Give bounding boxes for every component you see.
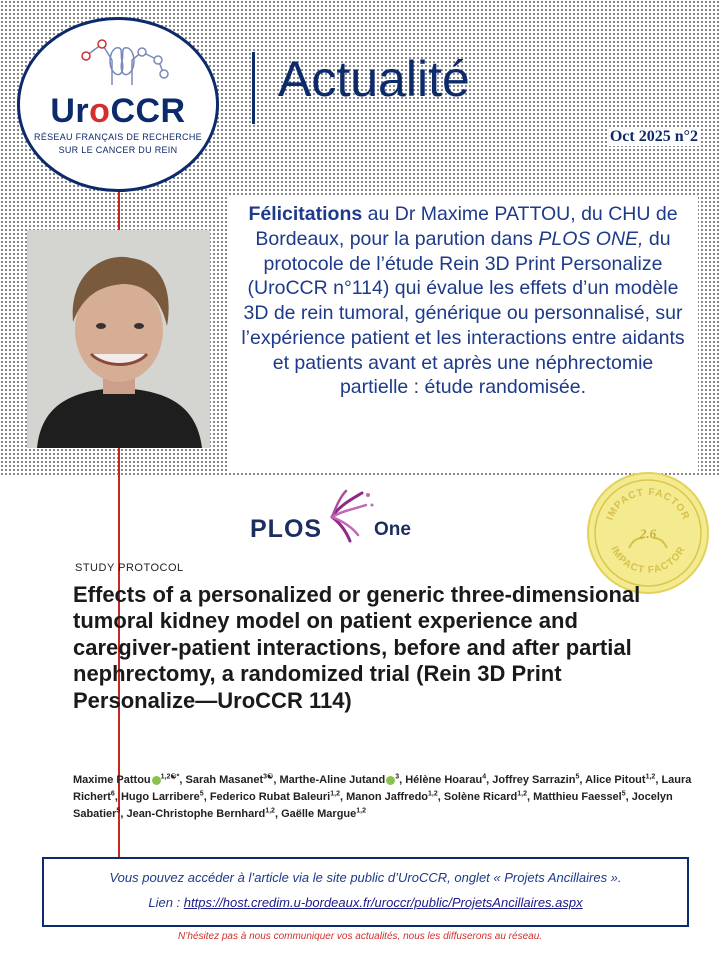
- link-label: Lien :: [148, 895, 184, 910]
- author-affiliation: 1,2: [428, 790, 438, 798]
- announcement-box: [228, 196, 698, 472]
- page-title: Actualité: [278, 51, 470, 107]
- author-affiliation: 5: [116, 807, 121, 815]
- author-name: Jocelyn Sabatier: [73, 791, 673, 821]
- author-affiliation: 1,2: [356, 807, 366, 815]
- author-affiliation: 1,2: [265, 807, 275, 815]
- impact-factor-seal: [585, 470, 711, 596]
- impact-factor-value: 2.6: [639, 526, 657, 541]
- article-link[interactable]: https://host.credim.u-bordeaux.fr/uroccr/public/ProjetsAncillaires.aspx: [183, 895, 583, 910]
- logo-wordmark: UroCCR: [50, 92, 186, 130]
- uroccr-logo: [17, 17, 219, 192]
- author-name: Sarah Masanet: [185, 774, 264, 786]
- author-name: Matthieu Faessel: [533, 791, 622, 804]
- author-affiliation: 3: [395, 773, 400, 781]
- author-affiliation: 3☯: [263, 773, 274, 781]
- footer-note: N’hésitez pas à nous communiquer vos actualités, nous les diffuserons au réseau.: [177, 931, 543, 942]
- author-list: Maxime Pattou $^{1,2☯*}$, Sarah Masanet$^{3☯}$, Marthe-Aline Jutand $^3$, Hélène Hoarau$^4$, Joffrey Sarrazin$^5$, Alice Pitout$^{1,2}$, Laura Richert$^6$, Hugo Larribere$^5$, Federico Rubat Baleuri$^{1,2}$, Manon Jaffredo$^{1,2}$, Solène Ricard$^{1,2}$, Matthieu Faessel$^5$, Jocelyn Sabatier$^5$, Jean-Christophe Bernhard$^{1,2}$, Gaëlle Margue$^{1,2}$: [73, 773, 692, 821]
- kidney-molecule-icon: [72, 30, 172, 100]
- seal-bottom-text: IMPACT FACTOR: [608, 544, 688, 577]
- author-name: Laura Richert: [73, 774, 692, 804]
- announcement-lead: Félicitations: [248, 203, 363, 225]
- one-wordmark: One: [374, 519, 411, 540]
- author-name: Manon Jaffredo: [346, 791, 429, 804]
- author-affiliation: 1,2☯*: [160, 773, 180, 781]
- plos-one-logo: [250, 487, 450, 547]
- plos-wordmark: PLOS: [250, 515, 323, 543]
- announcement-text-2: du protocole de l’étude Rein 3D Print Personalize (UroCCR n°114) qui évalue les effets d’un modèle 3D de rein tumoral, générique ou personnalisé, sur l’expérience patient et les interactions entre aidants et patients avant et après une néphrectomie partielle : étude randomisée.: [241, 227, 685, 399]
- author-name: Solène Ricard: [443, 791, 518, 804]
- author-name: Alice Pitout: [585, 774, 646, 786]
- announcement-text-1: au Dr Maxime PATTOU, du CHU de Bordeaux, pour la parution dans: [255, 203, 678, 250]
- author-affiliation: 4: [482, 773, 487, 781]
- author-affiliation: 1,2: [330, 790, 340, 798]
- issue-number: Oct 2025 n°2: [609, 128, 698, 145]
- logo-subtitle-2: SUR LE CANCER DU REIN: [58, 145, 178, 155]
- author-name: Hugo Larribere: [120, 791, 200, 804]
- orcid-icon[interactable]: [152, 776, 161, 785]
- author-name: Joffrey Sarrazin: [492, 774, 576, 786]
- author-photo: [27, 230, 210, 448]
- author-name: Maxime Pattou: [73, 774, 151, 786]
- article-title: Effects of a personalized or generic three-dimensional tumoral kidney model on patient experience and caregiver-patient interactions, before and after partial nephrectomy, a randomized trial (Rein 3D Print Personalize—UroCCR 114): [73, 582, 641, 713]
- author-affiliation: 5: [575, 773, 580, 781]
- orcid-icon[interactable]: [386, 776, 395, 785]
- author-name: Gaëlle Margue: [281, 808, 357, 821]
- author-name: Jean-Christophe Bernhard: [126, 808, 266, 821]
- title-divider: [252, 52, 255, 124]
- author-name: Marthe-Aline Jutand: [279, 774, 386, 786]
- author-name: Hélène Hoarau: [405, 774, 483, 786]
- seal-top-text: IMPACT FACTOR: [604, 486, 692, 523]
- info-text: Vous pouvez accéder à l’article via le site public d’UroCCR, onglet « Projets Ancillaires ».: [109, 870, 622, 885]
- author-affiliation: 1,2: [645, 773, 656, 781]
- journal-name: PLOS ONE,: [538, 227, 644, 250]
- logo-subtitle-1: RÉSEAU FRANÇAIS DE RECHERCHE: [34, 132, 202, 142]
- article-type: STUDY PROTOCOL: [75, 562, 184, 574]
- author-affiliation: 5: [199, 790, 204, 798]
- author-name: Federico Rubat Baleuri: [209, 791, 331, 804]
- author-affiliation: 6: [110, 790, 115, 798]
- author-affiliation: 1,2: [517, 790, 527, 798]
- info-box: [42, 857, 689, 927]
- author-affiliation: 5: [621, 790, 626, 798]
- link-row: [44, 895, 687, 910]
